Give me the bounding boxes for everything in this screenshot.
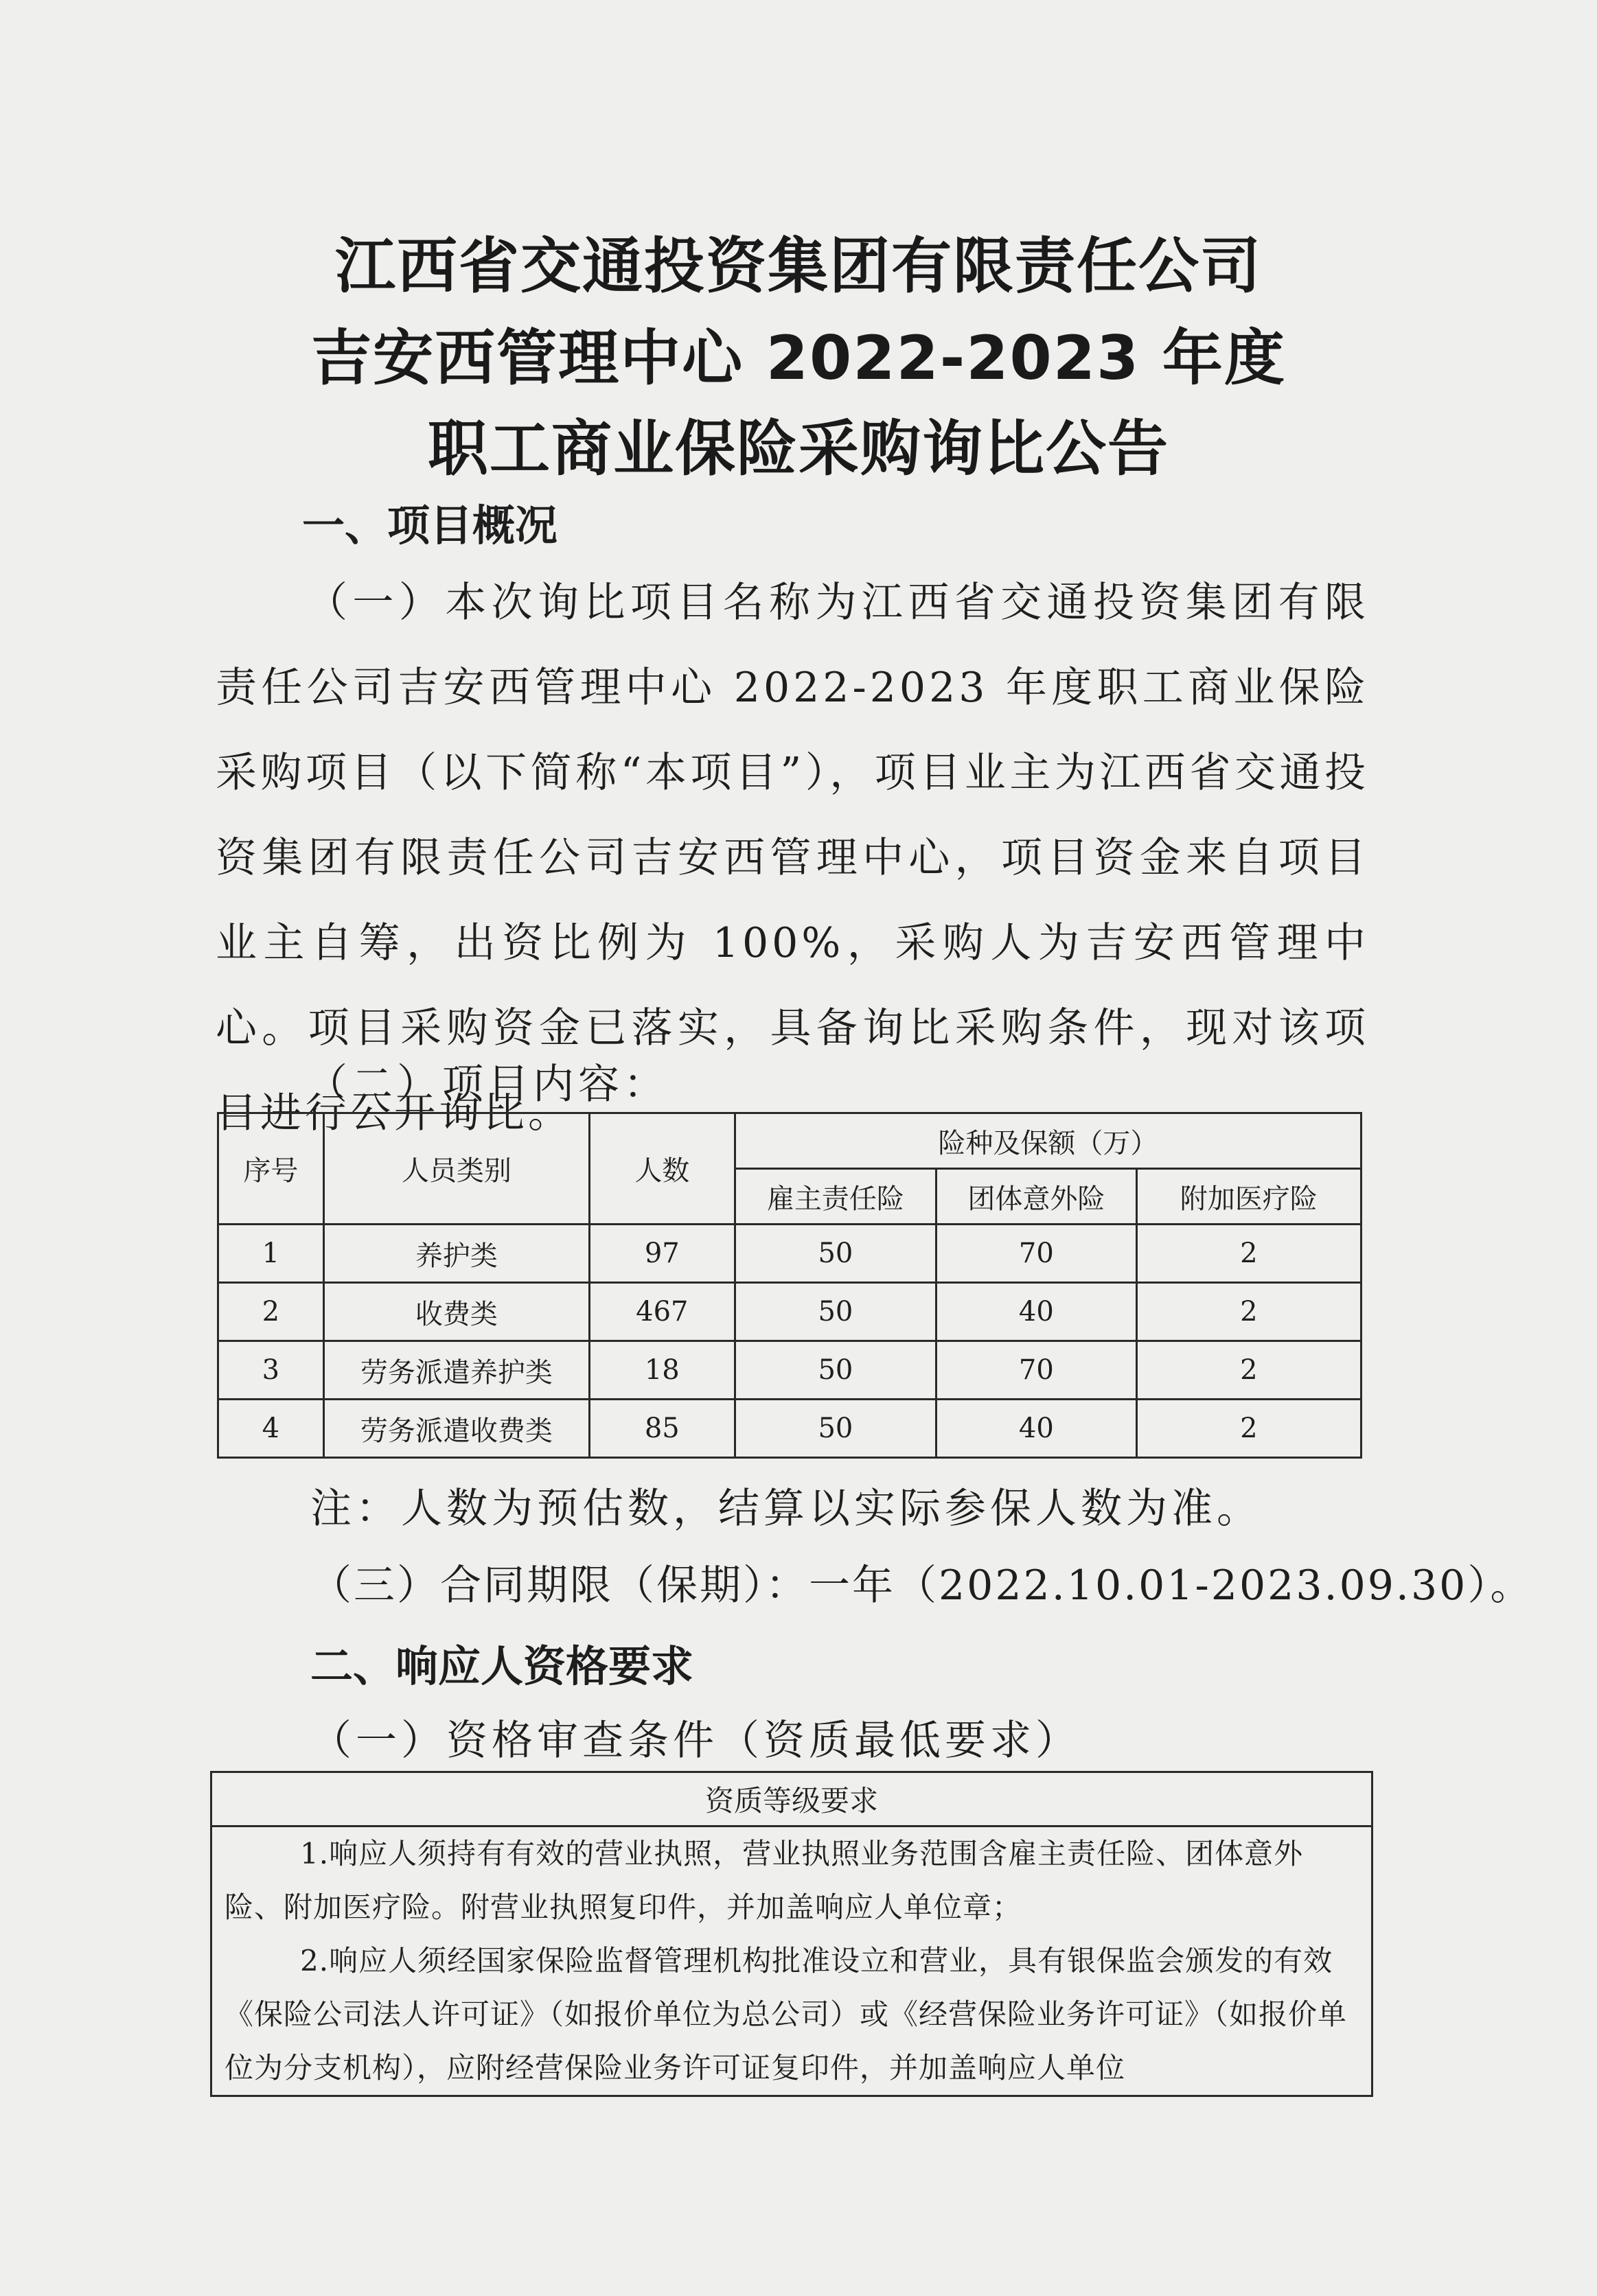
cell-group-accident: 70 (937, 1341, 1136, 1400)
cell-count: 97 (589, 1225, 735, 1283)
cell-group-accident: 40 (937, 1400, 1136, 1458)
cell-no: 1 (218, 1225, 324, 1283)
project-content-heading: （二）项目内容： (306, 1060, 669, 1109)
cell-additional-medical: 2 (1136, 1341, 1361, 1400)
project-overview-text: （一）本次询比项目名称为江西省交通投资集团有限责任公司吉安西管理中心 2022-2023 年度职工商业保险采购项目（以下简称“本项目”），项目业主为江西省交通投资集团有限责任公司吉安西管理中心，项目资金来自项目业主自筹，出资比例为 100%，采购人为吉安西管理中心。项目采购资金已落实，具备询比采购条件，现对该项目进行公开询比。 (216, 579, 1369, 1137)
table-row (218, 1225, 1362, 1283)
cell-count: 85 (589, 1400, 735, 1458)
cell-group-accident: 70 (937, 1225, 1136, 1283)
qualification-items (211, 1827, 1372, 2096)
cell-additional-medical: 2 (1136, 1283, 1361, 1341)
qualification-heading: （一）资格审查条件（资质最低要求） (310, 1717, 1081, 1765)
col-header-insurance-group: 险种及保额（万） (735, 1113, 1361, 1169)
cell-type: 劳务派遣养护类 (323, 1341, 589, 1400)
cell-type: 养护类 (323, 1225, 589, 1283)
col-header-additional-medical: 附加医疗险 (1136, 1169, 1361, 1225)
qualification-item-1: 1.响应人须持有有效的营业执照，营业执照业务范围含雇主责任险、团体意外险、附加医疗险。附营业执照复印件，并加盖响应人单位章； (225, 1837, 1304, 1924)
section2-heading: 二、响应人资格要求 (310, 1641, 694, 1691)
col-header-no: 序号 (218, 1113, 324, 1225)
cell-additional-medical: 2 (1136, 1400, 1361, 1458)
qualification-table-header: 资质等级要求 (211, 1772, 1372, 1827)
cell-employer-liability: 50 (735, 1400, 936, 1458)
col-header-count: 人数 (589, 1113, 735, 1225)
section1-heading: 一、项目概况 (302, 500, 558, 550)
table-note: 注：人数为预估数，结算以实际参保人数为准。 (310, 1485, 1262, 1533)
cell-group-accident: 40 (937, 1283, 1136, 1341)
cell-count: 18 (589, 1341, 735, 1400)
cell-count: 467 (589, 1283, 735, 1341)
table-row (218, 1341, 1362, 1400)
col-header-employer-liability: 雇主责任险 (735, 1169, 936, 1225)
title-line-2: 吉安西管理中心 2022-2023 年度 (311, 323, 1286, 393)
table-row (218, 1400, 1362, 1458)
cell-no: 4 (218, 1400, 324, 1458)
cell-employer-liability: 50 (735, 1225, 936, 1283)
cell-employer-liability: 50 (735, 1341, 936, 1400)
cell-no: 2 (218, 1283, 324, 1341)
qualification-item-2: 2.响应人须经国家保险监督管理机构批准设立和营业，具有银保监会颁发的有效《保险公司法人许可证》（如报价单位为总公司）或《经营保险业务许可证》（如报价单位为分支机构），应附经营保险业务许可证复印件，并加盖响应人单位 (225, 1944, 1348, 2085)
cell-employer-liability: 50 (735, 1283, 936, 1341)
table-row (218, 1283, 1362, 1341)
title-line-1: 江西省交通投资集团有限责任公司 (334, 231, 1262, 301)
col-header-group-accident: 团体意外险 (937, 1169, 1136, 1225)
cell-additional-medical: 2 (1136, 1225, 1361, 1283)
contract-period: （三）合同期限（保期）：一年（2022.10.01-2023.09.30）。 (310, 1562, 1534, 1610)
qualification-table (210, 1771, 1373, 2097)
cell-type: 劳务派遣收费类 (323, 1400, 589, 1458)
col-header-type: 人员类别 (323, 1113, 589, 1225)
cell-no: 3 (218, 1341, 324, 1400)
project-content-table (217, 1112, 1362, 1459)
cell-type: 收费类 (323, 1283, 589, 1341)
title-line-3: 职工商业保险采购询比公告 (427, 413, 1169, 484)
